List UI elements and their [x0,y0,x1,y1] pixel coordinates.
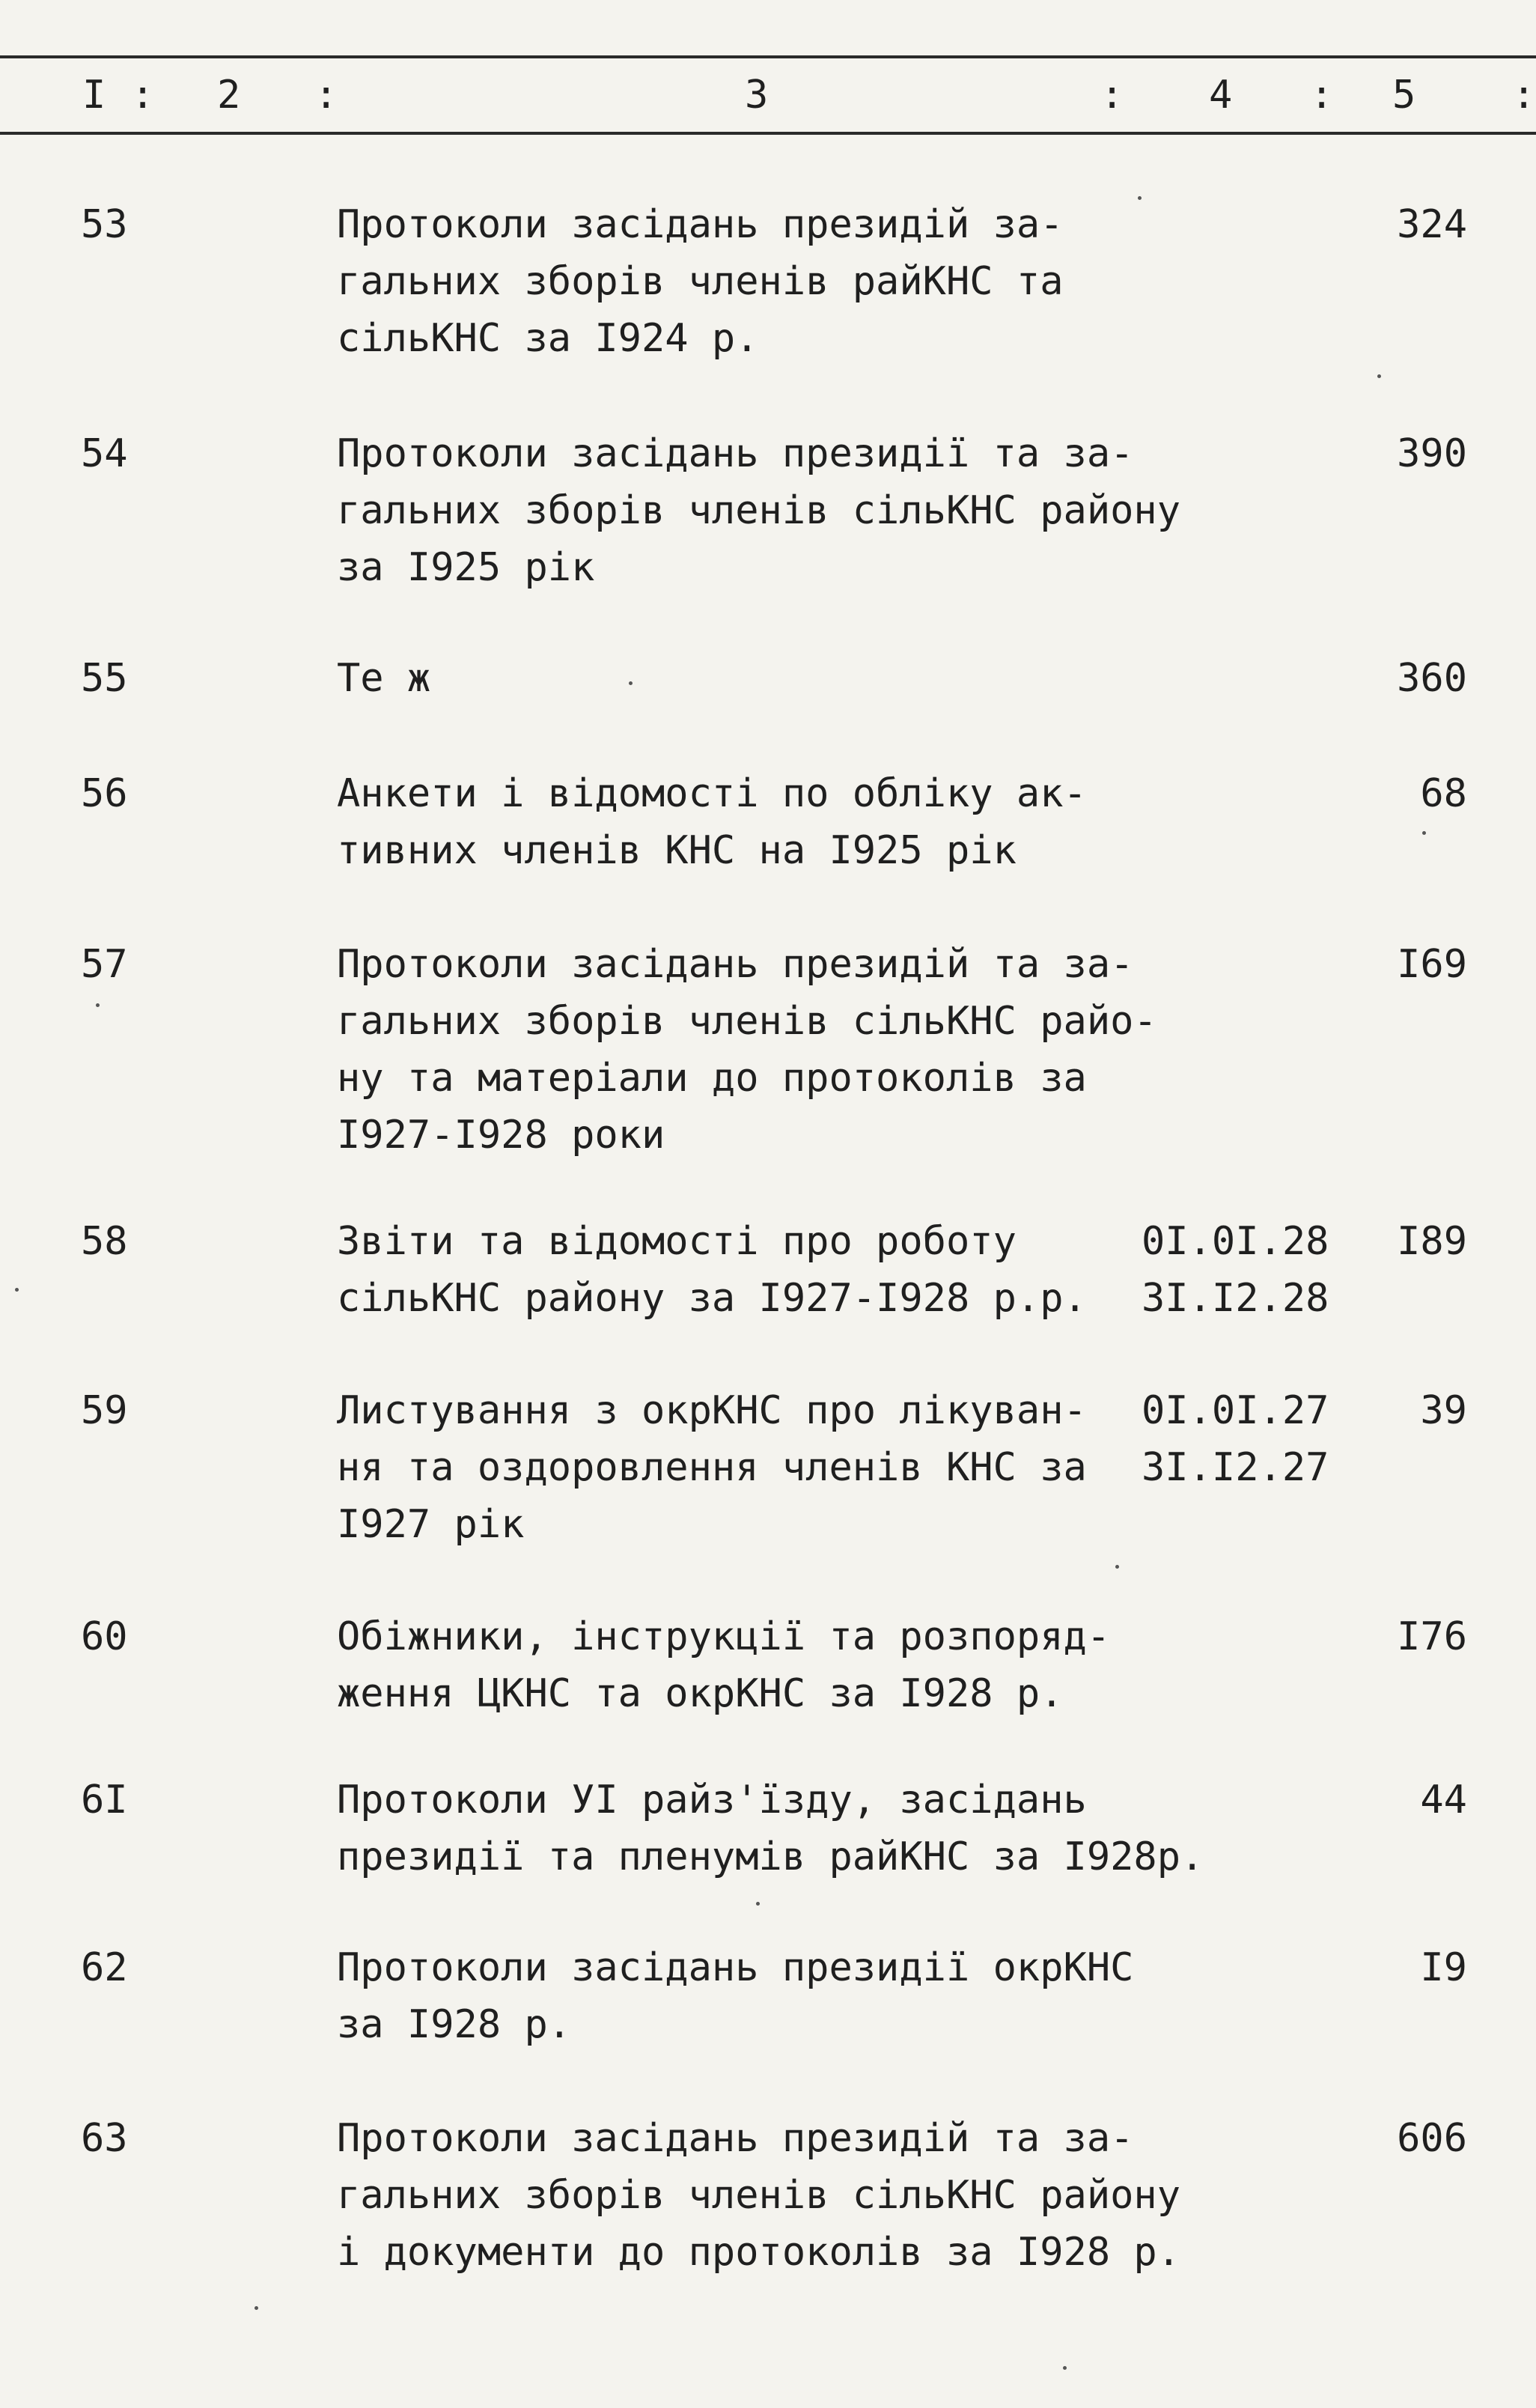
row-title [337,1772,1204,1885]
row-sheets: I9 [1420,1945,1467,1990]
row-number: 59 [81,1388,128,1433]
row-sheets: 606 [1397,2116,1467,2161]
row-dates [1142,1213,1344,1327]
row-number: 6I [81,1778,128,1822]
date-end: 3I.I2.28 [1142,1276,1329,1321]
row-number: 56 [81,771,128,816]
title-line: Протоколи УІ райз'їзду, засідань [337,1778,1087,1822]
header-col-2: 2 [217,73,241,118]
row-title [337,1213,1153,1327]
header-separator: : [1310,73,1334,118]
title-line: президії та пленумів райКНС за I928р. [337,1834,1204,1879]
header-top-rule [0,55,1536,58]
title-line: за I925 рік [337,545,595,590]
title-line: Обіжники, інструкції та розпоряд- [337,1614,1111,1659]
title-line: Протоколи засідань президій та за- [337,2116,1134,2161]
title-line: гальних зборів членів сільКНС райо- [337,999,1157,1044]
row-sheets: 324 [1397,202,1467,247]
row-sheets: I69 [1397,942,1467,987]
header-separator: : [314,73,338,118]
row-title [337,2110,1181,2281]
title-line: Листування з окрКНС про лікуван- [337,1388,1087,1433]
title-line: гальних зборів членів сільКНС району [337,488,1181,533]
title-line: ня та оздоровлення членів КНС за [337,1445,1087,1490]
scan-speck [1063,2366,1067,2370]
scan-speck [96,1003,100,1007]
row-title [337,936,1157,1164]
row-sheets: 39 [1420,1388,1467,1433]
row-title [337,1608,1153,1722]
row-dates [1142,1382,1344,1496]
row-title [337,1939,1153,2053]
date-start: 0I.0I.28 [1142,1219,1329,1264]
row-sheets: I76 [1397,1614,1467,1659]
scan-speck [1422,831,1426,835]
scan-speck [1138,196,1142,200]
title-line: Анкети і відомості по обліку ак- [337,771,1087,816]
header-col-4: 4 [1209,73,1233,118]
title-line: гальних зборів членів сільКНС району [337,2173,1181,2218]
header-col-1: I [82,73,106,118]
row-number: 53 [81,202,128,247]
row-number: 55 [81,656,128,701]
title-line: Протоколи засідань президій за- [337,202,1064,247]
title-line: тивних членів КНС на I925 рік [337,828,1017,873]
title-line: сільКНС району за I927-I928 р.р. [337,1276,1087,1321]
header-col-5: 5 [1392,73,1416,118]
title-line: I927 рік [337,1502,525,1547]
header-separator: : [1512,73,1536,118]
row-number: 58 [81,1219,128,1264]
row-sheets: I89 [1397,1219,1467,1264]
scan-speck [756,1902,760,1906]
title-line: сільКНС за I924 р. [337,316,759,361]
header-separator: : [1100,73,1124,118]
row-title [337,1382,1153,1553]
header-col-3: 3 [745,73,769,118]
row-number: 62 [81,1945,128,1990]
row-sheets: 44 [1420,1778,1467,1822]
date-end: 3I.I2.27 [1142,1445,1329,1490]
title-line: Протоколи засідань президії та за- [337,431,1134,476]
row-sheets: 360 [1397,656,1467,701]
header-bottom-rule [0,132,1536,135]
row-title [337,196,1153,367]
title-line: Протоколи засідань президії окрКНС [337,1945,1134,1990]
title-line: I927-I928 роки [337,1113,665,1158]
row-number: 60 [81,1614,128,1659]
scan-speck [1115,1565,1119,1569]
title-line: за I928 р. [337,2002,572,2047]
row-title [337,650,1153,707]
row-sheets: 390 [1397,431,1467,476]
row-number: 54 [81,431,128,476]
row-number: 57 [81,942,128,987]
title-line: ження ЦКНС та окрКНС за I928 р. [337,1671,1064,1716]
title-line: ну та матеріали до протоколів за [337,1056,1087,1101]
row-title [337,425,1181,596]
scan-speck [1377,374,1381,378]
row-number: 63 [81,2116,128,2161]
scan-speck [15,1288,19,1292]
title-line: Протоколи засідань президій та за- [337,942,1134,987]
date-start: 0I.0I.27 [1142,1388,1329,1433]
header-separator: : [131,73,155,118]
scan-speck [255,2306,258,2310]
title-line: Звіти та відомості про роботу [337,1219,1017,1264]
title-line: Те ж [337,656,431,701]
title-line: гальних зборів членів райКНС та [337,259,1064,304]
row-title [337,765,1153,879]
title-line: і документи до протоколів за I928 р. [337,2230,1181,2275]
scan-speck [629,681,633,685]
row-sheets: 68 [1420,771,1467,816]
